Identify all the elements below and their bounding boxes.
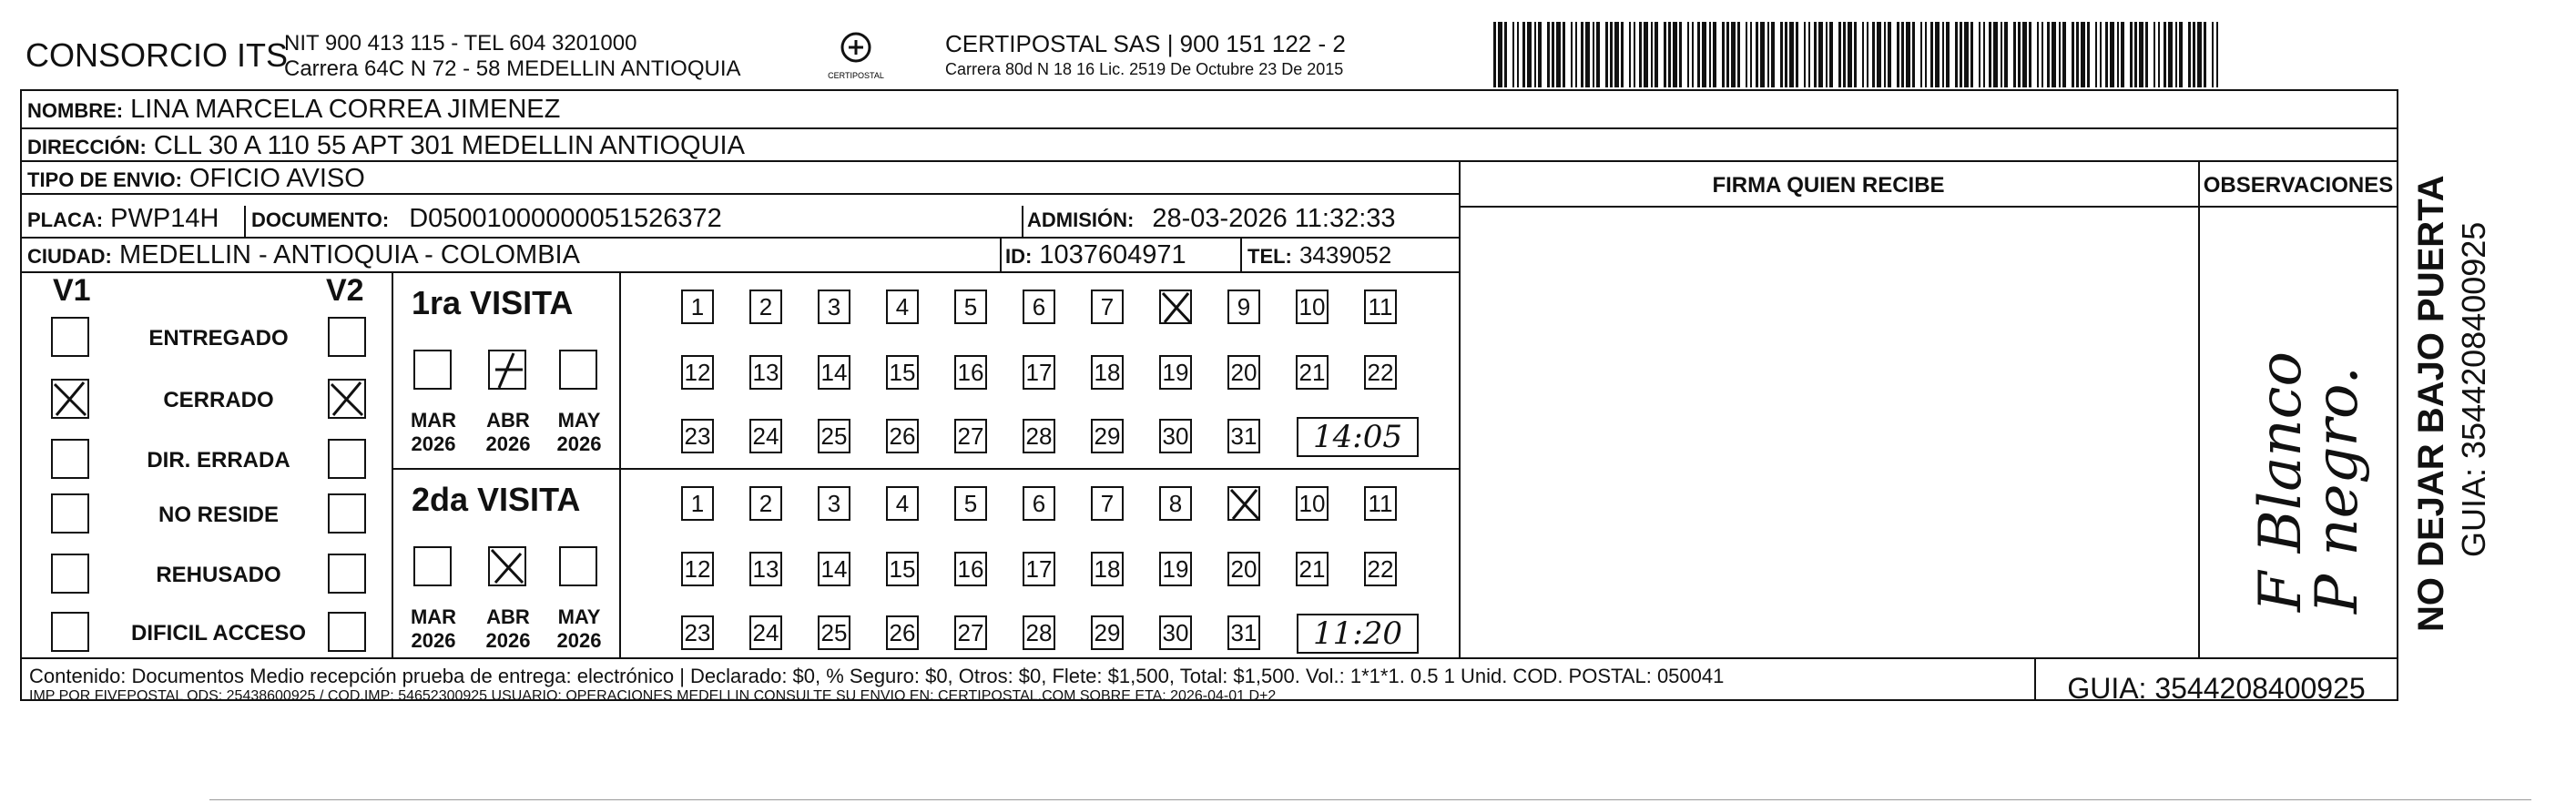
month-label: MAR bbox=[410, 605, 457, 628]
month-year: 2026 bbox=[485, 432, 531, 455]
barcode-bar bbox=[1655, 22, 1658, 87]
barcode-bar bbox=[2134, 22, 2137, 87]
barcode-bar bbox=[1552, 22, 1554, 87]
barcode-bar bbox=[2153, 22, 2155, 87]
documento-value: D05001000000051526372 bbox=[409, 204, 722, 233]
barcode-bar bbox=[2105, 22, 2108, 87]
day-box[interactable]: 31 bbox=[1227, 615, 1260, 650]
v2-checkbox[interactable] bbox=[328, 439, 366, 479]
day-box[interactable]: 20 bbox=[1227, 552, 1260, 586]
barcode-bar bbox=[1517, 22, 1519, 87]
ciudad-label: CIUDAD: bbox=[27, 245, 112, 268]
day-box[interactable]: 14 bbox=[818, 355, 850, 390]
nombre-row bbox=[27, 95, 560, 125]
v1-header: V1 bbox=[53, 273, 91, 308]
barcode-bar bbox=[1877, 22, 1881, 87]
month-year: 2026 bbox=[411, 629, 456, 652]
day-box[interactable]: 19 bbox=[1159, 355, 1192, 390]
visit-title: 1ra VISITA bbox=[412, 284, 574, 321]
v1-checkbox-cerrado-checked[interactable] bbox=[51, 379, 89, 419]
barcode-bar bbox=[1581, 22, 1583, 87]
v2-checkbox[interactable] bbox=[328, 554, 366, 594]
day-box[interactable]: 31 bbox=[1227, 419, 1260, 453]
day-box[interactable]: 23 bbox=[681, 419, 714, 453]
nombre-value: LINA MARCELA CORREA JIMENEZ bbox=[130, 95, 561, 124]
barcode-bar bbox=[1756, 22, 1758, 87]
day-box[interactable]: 6 bbox=[1023, 486, 1055, 521]
barcode-bar bbox=[1547, 22, 1550, 87]
day-box[interactable]: 10 bbox=[1296, 486, 1329, 521]
day-box[interactable]: 4 bbox=[886, 290, 919, 324]
barcode-bar bbox=[2059, 22, 2061, 87]
barcode-bar bbox=[1679, 22, 1682, 87]
barcode-bar bbox=[1862, 22, 1864, 87]
barcode-bar bbox=[1556, 22, 1561, 87]
day-box[interactable]: 15 bbox=[886, 355, 919, 390]
day-box[interactable]: 17 bbox=[1023, 355, 1055, 390]
month-year: 2026 bbox=[556, 629, 602, 652]
barcode-bar bbox=[1760, 22, 1765, 87]
day-box[interactable]: 30 bbox=[1159, 419, 1192, 453]
day-box[interactable]: 1 bbox=[681, 290, 714, 324]
status-option-label: DIR. ERRADA bbox=[147, 448, 290, 473]
documento-label: DOCUMENTO: bbox=[251, 208, 390, 231]
day-box[interactable]: 1 bbox=[681, 486, 714, 521]
day-box[interactable]: 26 bbox=[886, 615, 919, 650]
barcode-bar bbox=[1575, 22, 1577, 87]
barcode-bar bbox=[1651, 22, 1653, 87]
barcode-bar bbox=[2022, 22, 2027, 87]
day-box[interactable]: 7 bbox=[1091, 486, 1124, 521]
firma-header: FIRMA QUIEN RECIBE bbox=[1712, 173, 1945, 198]
barcode-bar bbox=[1504, 22, 1507, 87]
barcode-bar bbox=[1867, 22, 1868, 87]
visit-time: 14:05 bbox=[1297, 417, 1419, 457]
day-box[interactable]: 15 bbox=[886, 552, 919, 586]
barcode-bar bbox=[1726, 22, 1729, 87]
barcode-bar bbox=[1912, 22, 1915, 87]
v1-checkbox[interactable] bbox=[51, 439, 89, 479]
month-label: MAY bbox=[557, 409, 601, 432]
month-checkbox[interactable] bbox=[559, 546, 597, 586]
direccion-value: CLL 30 A 110 55 APT 301 MEDELLIN ANTIOQUIA bbox=[153, 131, 745, 160]
barcode-bar bbox=[1884, 22, 1886, 87]
barcode-bar bbox=[2013, 22, 2016, 87]
day-box[interactable]: 19 bbox=[1159, 552, 1192, 586]
day-box[interactable]: 26 bbox=[886, 419, 919, 453]
barcode-bar bbox=[2212, 22, 2214, 87]
status-option-label: CERRADO bbox=[163, 388, 274, 412]
day-box[interactable]: 3 bbox=[818, 486, 850, 521]
barcode-bar bbox=[1621, 22, 1624, 87]
barcode-bar bbox=[1634, 22, 1635, 87]
month-label: ABR bbox=[486, 409, 530, 432]
status-option-label: NO RESIDE bbox=[158, 503, 280, 527]
barcode-bar bbox=[1829, 22, 1833, 87]
day-box[interactable]: 21 bbox=[1296, 355, 1329, 390]
observaciones-header: OBSERVACIONES bbox=[2203, 173, 2394, 198]
barcode-bar bbox=[2197, 22, 2202, 87]
barcode-bar bbox=[2110, 22, 2114, 87]
barcode-bar bbox=[1512, 22, 1514, 87]
month-label: MAY bbox=[557, 605, 601, 628]
barcode-bar bbox=[2164, 22, 2166, 87]
barcode-bar bbox=[1955, 22, 1958, 87]
month-checkbox-checked[interactable] bbox=[488, 350, 526, 390]
barcode-bar bbox=[1722, 22, 1725, 87]
barcode-bar bbox=[1796, 22, 1798, 87]
month-checkbox[interactable] bbox=[413, 546, 452, 586]
barcode-bar bbox=[2193, 22, 2195, 87]
barcode-bar bbox=[1713, 22, 1716, 87]
admision-value: 28-03-2026 11:32:33 bbox=[1152, 204, 1396, 233]
day-box[interactable]: 8 bbox=[1159, 486, 1192, 521]
barcode-bar bbox=[1697, 22, 1700, 87]
month-checkbox[interactable] bbox=[559, 350, 597, 390]
barcode-bar bbox=[2001, 22, 2002, 87]
barcode-bar bbox=[2145, 22, 2148, 87]
barcode-bar bbox=[2188, 22, 2191, 87]
barcode-bar bbox=[1935, 22, 1940, 87]
observation-line-1: F Blanco bbox=[2247, 351, 2315, 612]
barcode-bar bbox=[2158, 22, 2160, 87]
placa-value: PWP14H bbox=[110, 204, 219, 233]
company-name: CONSORCIO ITS bbox=[25, 36, 289, 74]
barcode-bar bbox=[2100, 22, 2102, 87]
barcode-bar bbox=[1687, 22, 1689, 87]
barcode-bar bbox=[1785, 22, 1787, 87]
tel-field bbox=[1247, 240, 1391, 270]
month-year: 2026 bbox=[485, 629, 531, 652]
barcode-bar bbox=[2004, 22, 2008, 87]
barcode-bar bbox=[2216, 22, 2218, 87]
day-box[interactable]: 22 bbox=[1364, 355, 1397, 390]
barcode-bar bbox=[1789, 22, 1794, 87]
day-box[interactable]: 30 bbox=[1159, 615, 1192, 650]
day-box[interactable]: 22 bbox=[1364, 552, 1397, 586]
month-year: 2026 bbox=[411, 432, 456, 455]
admision-label: ADMISIÓN: bbox=[1027, 208, 1135, 231]
barcode-bar bbox=[2168, 22, 2173, 87]
logo-text: CERTIPOSTAL bbox=[828, 71, 884, 80]
day-box[interactable]: 13 bbox=[749, 552, 782, 586]
id-label: ID: bbox=[1005, 245, 1033, 268]
barcode-bar bbox=[1664, 22, 1666, 87]
day-box[interactable]: 14 bbox=[818, 552, 850, 586]
barcode-bar bbox=[1527, 22, 1532, 87]
status-option-label: REHUSADO bbox=[156, 563, 281, 587]
barcode-bar bbox=[1838, 22, 1841, 87]
day-box[interactable]: 21 bbox=[1296, 552, 1329, 586]
barcode-bar bbox=[2029, 22, 2031, 87]
barcode-bar bbox=[1596, 22, 1600, 87]
day-box[interactable]: 28 bbox=[1023, 419, 1055, 453]
id-value: 1037604971 bbox=[1039, 240, 1186, 269]
nombre-label: NOMBRE: bbox=[27, 99, 124, 122]
barcode-bar bbox=[1848, 22, 1852, 87]
footer-contenido: Contenido: Documentos Medio recepción prueba de entrega: electrónico | Declarado: $0, % Seguro: $0, Otros: $0, Flete: $1,500, Total: $1,500. Vol.: 1*1*1. 0.5 1 Unid. COD. POSTAL: 050041 bbox=[29, 665, 1725, 687]
day-box[interactable]: 24 bbox=[749, 615, 782, 650]
v1-checkbox[interactable] bbox=[51, 493, 89, 534]
barcode-bar bbox=[2130, 22, 2133, 87]
direccion-row bbox=[27, 131, 745, 161]
day-box[interactable]: 20 bbox=[1227, 355, 1260, 390]
barcode-bar bbox=[1702, 22, 1706, 87]
day-box[interactable]: 10 bbox=[1296, 290, 1329, 324]
barcode-bar bbox=[1629, 22, 1631, 87]
barcode-bar bbox=[1925, 22, 1927, 87]
barcode-bar bbox=[2095, 22, 2097, 87]
day-box[interactable]: 16 bbox=[954, 552, 987, 586]
ciudad-value: MEDELLIN - ANTIOQUIA - COLOMBIA bbox=[118, 240, 580, 269]
day-box[interactable]: 27 bbox=[954, 615, 987, 650]
barcode-bar bbox=[1920, 22, 1922, 87]
barcode-bar bbox=[1709, 22, 1711, 87]
barcode-bar bbox=[1593, 22, 1594, 87]
barcode-bar bbox=[1780, 22, 1783, 87]
ciudad-field bbox=[27, 240, 580, 270]
barcode-bar bbox=[1989, 22, 1991, 87]
direccion-label: DIRECCIÓN: bbox=[27, 136, 147, 158]
side-guia: GUIA: 3544208400925 bbox=[2455, 221, 2492, 557]
barcode-bar bbox=[2121, 22, 2124, 87]
barcode-bar bbox=[1946, 22, 1950, 87]
tipo-row bbox=[27, 164, 365, 194]
day-box[interactable]: 2 bbox=[749, 486, 782, 521]
day-box[interactable]: 9 bbox=[1227, 290, 1260, 324]
barcode-bar bbox=[1668, 22, 1671, 87]
barcode-bar bbox=[1964, 22, 1969, 87]
day-box[interactable]: 25 bbox=[818, 419, 850, 453]
barcode-bar bbox=[1901, 22, 1904, 87]
day-box[interactable]: 5 bbox=[954, 290, 987, 324]
month-checkbox[interactable] bbox=[413, 350, 452, 390]
barcode-bar bbox=[2052, 22, 2056, 87]
barcode-bar bbox=[1614, 22, 1619, 87]
v2-checkbox[interactable] bbox=[328, 317, 366, 357]
barcode-bar bbox=[1771, 22, 1775, 87]
status-option-label: ENTREGADO bbox=[148, 326, 289, 351]
v1-checkbox[interactable] bbox=[51, 612, 89, 652]
barcode bbox=[1493, 22, 2222, 87]
status-option-label: DIFICIL ACCESO bbox=[130, 621, 306, 645]
barcode-bar bbox=[2204, 22, 2206, 87]
barcode-bar bbox=[1808, 22, 1810, 87]
day-box[interactable]: 12 bbox=[681, 355, 714, 390]
barcode-bar bbox=[1814, 22, 1817, 87]
day-box-checked[interactable] bbox=[1227, 486, 1260, 521]
barcode-bar bbox=[1673, 22, 1677, 87]
v2-checkbox[interactable] bbox=[328, 493, 366, 534]
barcode-bar bbox=[1605, 22, 1608, 87]
placa-label: PLACA: bbox=[27, 208, 104, 231]
day-box[interactable]: 11 bbox=[1364, 290, 1397, 324]
barcode-bar bbox=[1571, 22, 1573, 87]
visit-title: 2da VISITA bbox=[412, 481, 581, 518]
barcode-bar bbox=[2139, 22, 2143, 87]
barcode-bar bbox=[2117, 22, 2119, 87]
id-field bbox=[1005, 240, 1186, 270]
barcode-bar bbox=[1644, 22, 1648, 87]
barcode-bar bbox=[1942, 22, 1944, 87]
company-address: Carrera 64C N 72 - 58 MEDELLIN ANTIOQUIA bbox=[284, 56, 741, 81]
barcode-bar bbox=[1930, 22, 1933, 87]
barcode-bar bbox=[2087, 22, 2090, 87]
barcode-bar bbox=[2037, 22, 2039, 87]
placa-field bbox=[27, 204, 219, 234]
day-box[interactable]: 12 bbox=[681, 552, 714, 586]
barcode-bar bbox=[2062, 22, 2066, 87]
day-box[interactable]: 29 bbox=[1091, 419, 1124, 453]
barcode-bar bbox=[1854, 22, 1857, 87]
barcode-bar bbox=[2041, 22, 2043, 87]
barcode-bar bbox=[2018, 22, 2021, 87]
barcode-bar bbox=[1639, 22, 1642, 87]
barcode-bar bbox=[2076, 22, 2079, 87]
barcode-bar bbox=[2179, 22, 2183, 87]
barcode-bar bbox=[1538, 22, 1542, 87]
barcode-bar bbox=[1826, 22, 1828, 87]
barcode-bar bbox=[1960, 22, 1962, 87]
day-box-checked[interactable] bbox=[1159, 290, 1192, 324]
day-box[interactable]: 6 bbox=[1023, 290, 1055, 324]
tel-value: 3439052 bbox=[1298, 241, 1392, 269]
v2-header: V2 bbox=[326, 273, 364, 308]
day-box[interactable]: 16 bbox=[954, 355, 987, 390]
day-box[interactable]: 13 bbox=[749, 355, 782, 390]
barcode-bar bbox=[1750, 22, 1752, 87]
v2-checkbox-cerrado-checked[interactable] bbox=[328, 379, 366, 419]
visit-time: 11:20 bbox=[1297, 614, 1419, 654]
observation-line-2: P negro. bbox=[2304, 366, 2371, 614]
admision-field bbox=[1027, 204, 1396, 234]
certipostal-logo-icon bbox=[820, 27, 892, 82]
side-warning: NO DEJAR BAJO PUERTA bbox=[2411, 175, 2451, 632]
barcode-bar bbox=[1731, 22, 1736, 87]
carrier-name: CERTIPOSTAL SAS | 900 151 122 - 2 bbox=[945, 30, 1346, 57]
v1-checkbox[interactable] bbox=[51, 317, 89, 357]
day-box[interactable]: 18 bbox=[1091, 552, 1124, 586]
day-box[interactable]: 24 bbox=[749, 419, 782, 453]
day-box[interactable]: 4 bbox=[886, 486, 919, 521]
month-label: ABR bbox=[486, 605, 530, 628]
barcode-bar bbox=[1983, 22, 1985, 87]
day-box[interactable]: 17 bbox=[1023, 552, 1055, 586]
footer-guia: GUIA: 3544208400925 bbox=[2067, 672, 2366, 705]
barcode-bar bbox=[1872, 22, 1875, 87]
barcode-bar bbox=[1692, 22, 1694, 87]
barcode-bar bbox=[1522, 22, 1525, 87]
tel-label: TEL: bbox=[1247, 245, 1292, 268]
documento-field bbox=[251, 204, 722, 234]
barcode-bar bbox=[1498, 22, 1502, 87]
barcode-bar bbox=[2175, 22, 2177, 87]
barcode-bar bbox=[2072, 22, 2074, 87]
day-box[interactable]: 23 bbox=[681, 615, 714, 650]
tipo-value: OFICIO AVISO bbox=[188, 164, 365, 193]
barcode-bar bbox=[1767, 22, 1769, 87]
day-box[interactable]: 3 bbox=[818, 290, 850, 324]
v2-checkbox[interactable] bbox=[328, 612, 366, 652]
barcode-bar bbox=[1737, 22, 1740, 87]
barcode-bar bbox=[1585, 22, 1590, 87]
barcode-bar bbox=[1563, 22, 1565, 87]
barcode-bar bbox=[1970, 22, 1973, 87]
month-year: 2026 bbox=[556, 432, 602, 455]
barcode-bar bbox=[1804, 22, 1806, 87]
day-box[interactable]: 28 bbox=[1023, 615, 1055, 650]
v1-checkbox[interactable] bbox=[51, 554, 89, 594]
day-box[interactable]: 7 bbox=[1091, 290, 1124, 324]
barcode-bar bbox=[1979, 22, 1980, 87]
barcode-bar bbox=[1843, 22, 1846, 87]
month-label: MAR bbox=[410, 409, 457, 432]
barcode-bar bbox=[1888, 22, 1891, 87]
day-box[interactable]: 2 bbox=[749, 290, 782, 324]
barcode-bar bbox=[2081, 22, 2085, 87]
barcode-bar bbox=[1493, 22, 1496, 87]
day-box[interactable]: 5 bbox=[954, 486, 987, 521]
barcode-bar bbox=[1746, 22, 1747, 87]
day-box[interactable]: 29 bbox=[1091, 615, 1124, 650]
barcode-bar bbox=[1897, 22, 1899, 87]
tipo-label: TIPO DE ENVIO: bbox=[27, 168, 182, 191]
barcode-bar bbox=[1993, 22, 1998, 87]
day-box[interactable]: 27 bbox=[954, 419, 987, 453]
month-checkbox-checked[interactable] bbox=[488, 546, 526, 586]
day-box[interactable]: 25 bbox=[818, 615, 850, 650]
carrier-license: Carrera 80d N 18 16 Lic. 2519 De Octubre 23 De 2015 bbox=[945, 60, 1344, 78]
day-box[interactable]: 11 bbox=[1364, 486, 1397, 521]
company-nit: NIT 900 413 115 - TEL 604 3201000 bbox=[284, 31, 637, 56]
barcode-bar bbox=[2047, 22, 2050, 87]
barcode-bar bbox=[1610, 22, 1613, 87]
barcode-bar bbox=[1818, 22, 1823, 87]
day-box[interactable]: 18 bbox=[1091, 355, 1124, 390]
footer-imp: IMP POR FIVEPOSTAL ODS: 25438600925 / COD.IMP: 54652300925 USUARIO: OPERACIONES MEDELLIN CONSULTE SU ENVIO EN: CERTIPOSTAL.COM SOBRE ETA: 2026-04-01 D+2 bbox=[29, 688, 1277, 704]
barcode-bar bbox=[1534, 22, 1536, 87]
barcode-bar bbox=[1906, 22, 1910, 87]
